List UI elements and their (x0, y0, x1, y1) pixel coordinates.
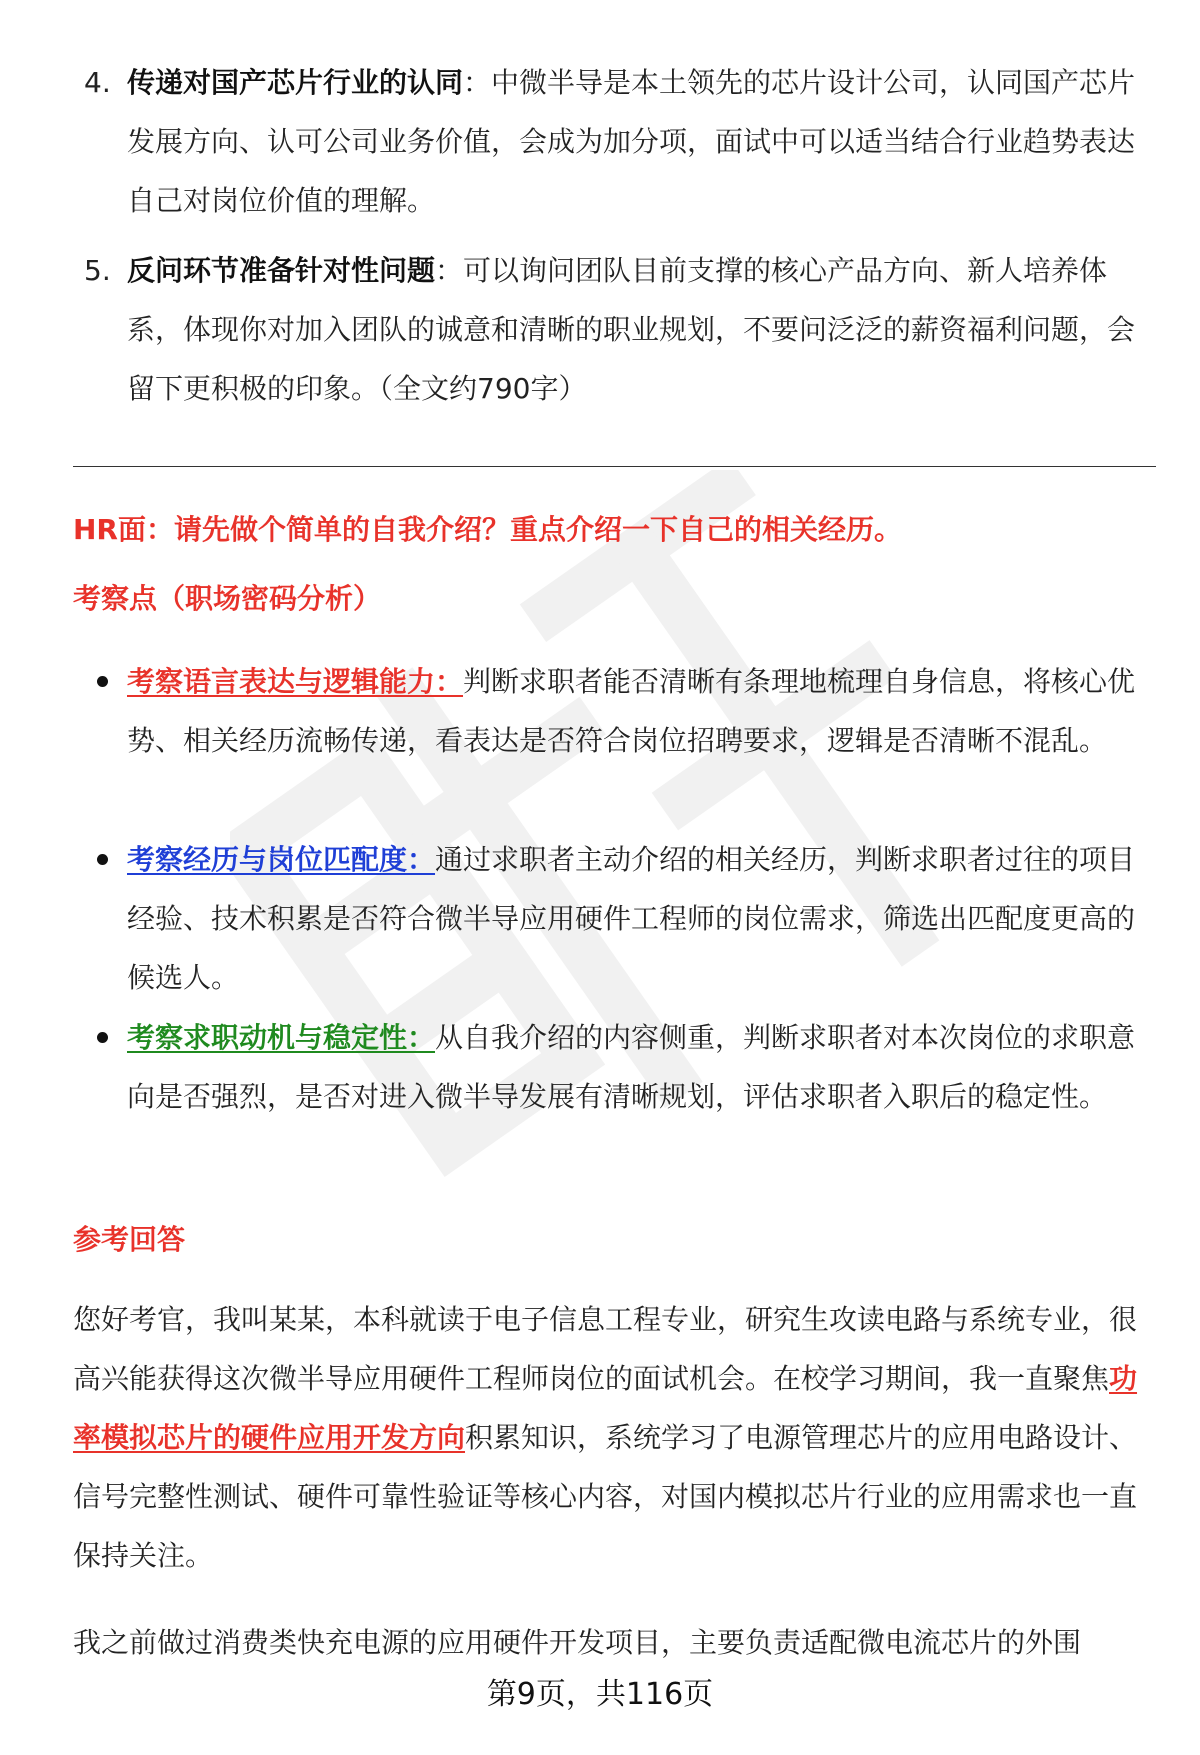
bullet-dot (97, 854, 108, 865)
section-title-answer: 参考回答 (73, 1223, 186, 1256)
bullet-dot (97, 676, 108, 687)
section-title-kaocha: 考察点（职场密码分析） (73, 582, 382, 615)
section-divider (73, 466, 1156, 467)
interview-question: HR面：请先做个简单的自我介绍？重点介绍一下自己的相关经历。 (73, 513, 902, 546)
bullet-item-match (127, 830, 1145, 1007)
answer-paragraph-2: 我之前做过消费类快充电源的应用硬件开发项目，主要负责适配微电流芯片的外围 (73, 1626, 1082, 1659)
list-item-5 (127, 241, 1145, 418)
list-number-4: 4. (84, 66, 111, 99)
bullet-body: 判断求职者能否清晰有条理地梳理自身信息，将核心优势、相关经历流畅传递，看表达是否符合岗位招聘要求，逻辑是否清晰不混乱。 (127, 665, 1136, 757)
bullet-dot (97, 1032, 108, 1043)
list-item-4 (127, 53, 1145, 230)
page-footer: 第9页，共116页 (486, 1677, 714, 1712)
list-item-title: 传递对国产芯片行业的认同 (127, 66, 464, 99)
bullet-label: 考察求职动机与稳定性： (127, 1021, 436, 1054)
bullet-item-language (127, 652, 1145, 770)
answer-highlight: 功率模拟芯片的硬件应用开发方向 (73, 1362, 1138, 1454)
answer-paragraph-1 (73, 1290, 1156, 1585)
bullet-body: 从自我介绍的内容侧重，判断求职者对本次岗位的求职意向是否强烈，是否对进入微半导发展有清晰规划，评估求职者入职后的稳定性。 (127, 1021, 1136, 1113)
list-number-5: 5. (84, 254, 111, 287)
list-item-body: 可以询问团队目前支撑的核心产品方向、新人培养体系，体现你对加入团队的诚意和清晰的职业规划，不要问泛泛的薪资福利问题，会留下更积极的印象。（全文约790字） (127, 254, 1136, 405)
bullet-label: 考察语言表达与逻辑能力： (127, 665, 464, 698)
answer-text: 您好考官，我叫某某，本科就读于电子信息工程专业，研究生攻读电路与系统专业，很高兴能获得这次微半导应用硬件工程师岗位的面试机会。在校学习期间，我一直聚焦 (73, 1303, 1138, 1395)
bullet-label: 考察经历与岗位匹配度： (127, 843, 436, 876)
answer-text: 积累知识，系统学习了电源管理芯片的应用电路设计、信号完整性测试、硬件可靠性验证等核心内容，对国内模拟芯片行业的应用需求也一直保持关注。 (73, 1421, 1138, 1572)
list-item-separator: ： (463, 66, 492, 99)
list-item-separator: ： (435, 254, 464, 287)
list-item-body: 中微半导是本土领先的芯片设计公司，认同国产芯片发展方向、认可公司业务价值，会成为加分项，面试中可以适当结合行业趋势表达自己对岗位价值的理解。 (127, 66, 1136, 217)
bullet-body: 通过求职者主动介绍的相关经历，判断求职者过往的项目经验、技术积累是否符合微半导应用硬件工程师的岗位需求，筛选出匹配度更高的候选人。 (127, 843, 1136, 994)
list-item-title: 反问环节准备针对性问题 (127, 254, 436, 287)
bullet-item-motivation (127, 1008, 1145, 1126)
